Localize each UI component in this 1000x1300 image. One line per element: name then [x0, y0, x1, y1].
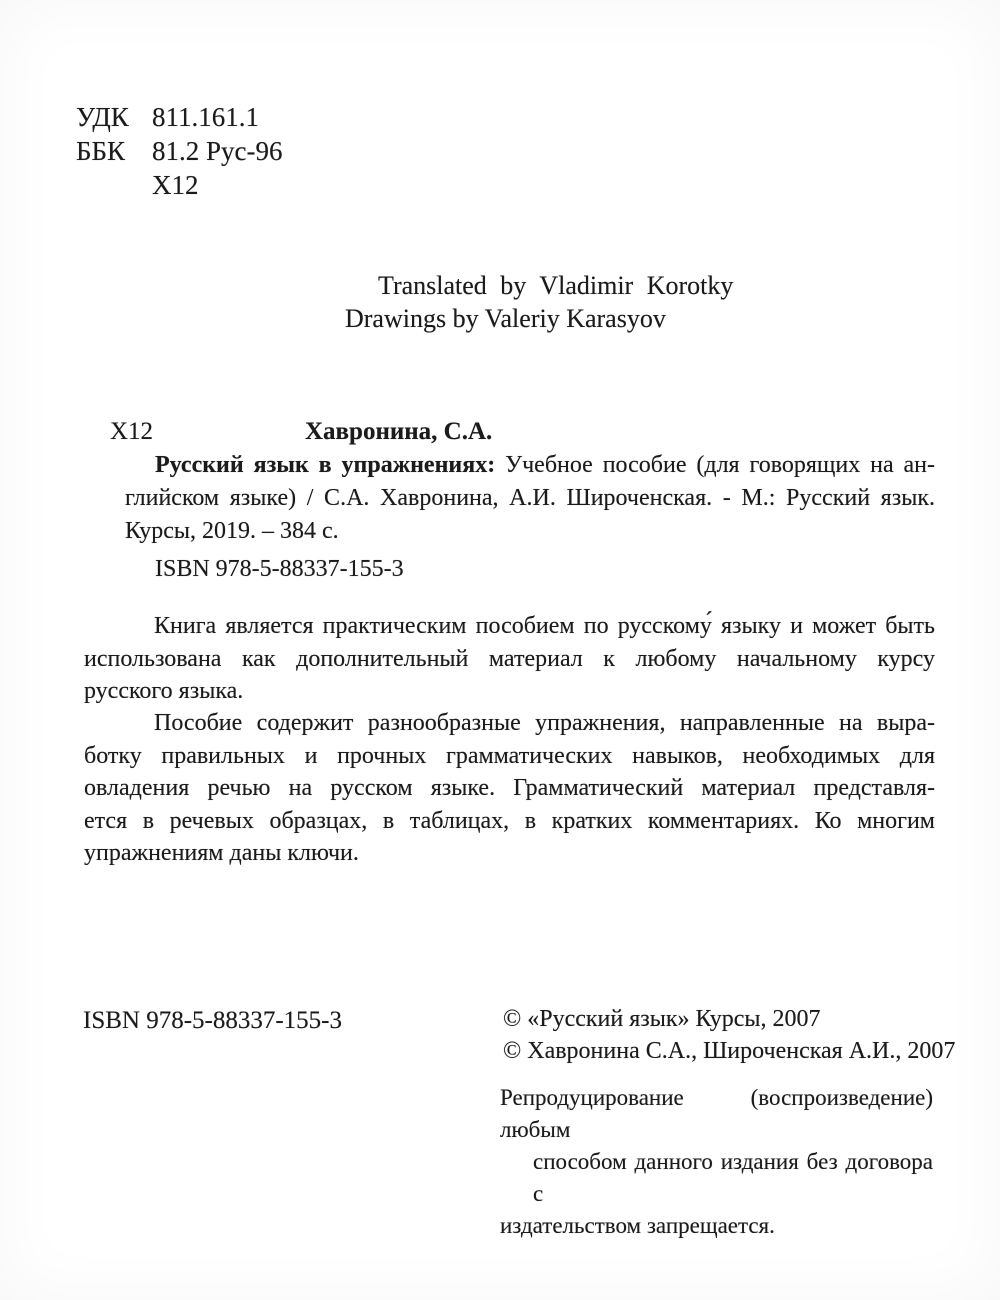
udk-row — [76, 100, 283, 134]
card-description-line-3: Курсы, 2019. – 384 с. — [125, 518, 339, 544]
translator-credit: Translated by Vladimir Korotky — [378, 271, 734, 300]
annotation-p2-line-1: Пособие содержит разнообразные упражнения, направленные на выра- — [154, 710, 935, 736]
annotation-p2-line-4: ется в речевых образцах, в таблицах, в кратких комментариях. Ко многим — [84, 807, 935, 834]
author-sign: Х12 — [152, 170, 199, 200]
reproduction-notice-line-3: издательством запрещается. — [500, 1213, 775, 1238]
annotation-p1-line-1: Книга является практическим пособием по русскому́ языку и может быть — [154, 613, 935, 639]
card-description-line-1 — [125, 449, 935, 482]
bbk-label: ББК — [76, 136, 126, 166]
illustrator-credit: Drawings by Valeriy Karasyov — [345, 304, 666, 333]
annotation-p2-line-3: овладения речью на русском языке. Грамматический материал представля- — [84, 775, 935, 801]
card-description-line-2: глийском языке) / С.А. Хавронина, А.И. Широченская. - М.: Русский язык. — [125, 485, 935, 511]
annotation-p1-line-2: использована как дополнительный материал к любому начальному курсу — [84, 645, 935, 672]
card-description-line-1-rest: Учебное пособие (для говорящих на ан- — [495, 452, 936, 478]
reproduction-notice-line-2: способом данного издания без договора с — [533, 1149, 933, 1206]
annotation-paragraph-1 — [84, 610, 935, 708]
copyright-authors: © Хавронина С.А., Широченская А.И., 2007 — [503, 1038, 956, 1064]
author-sign-row — [76, 168, 283, 202]
annotation-p1-line-3: русского языка. — [84, 678, 244, 704]
annotation-p2-line-5: упражнениям даны ключи. — [84, 840, 359, 866]
author-sign-spacer — [76, 168, 152, 202]
reproduction-notice — [500, 1082, 933, 1242]
bbk-row — [76, 134, 283, 168]
udk-value: 811.161.1 — [152, 102, 259, 132]
copyright-publisher: © «Русский язык» Курсы, 2007 — [503, 1006, 821, 1032]
card-description — [125, 449, 935, 548]
book-title: Русский язык в упражнениях: — [155, 452, 496, 478]
card-author-sign: Х12 — [110, 418, 154, 445]
udk-label: УДК — [76, 102, 129, 132]
annotation-paragraph-2 — [84, 707, 935, 870]
imprint-isbn: ISBN 978-5-88337-155-3 — [83, 1007, 343, 1034]
bbk-value: 81.2 Рус-96 — [152, 136, 283, 166]
catalog-codes-block — [76, 100, 283, 202]
card-isbn: ISBN 978-5-88337-155-3 — [155, 556, 404, 582]
reproduction-notice-line-1: Репродуцирование (воспроизведение) любым — [500, 1085, 933, 1142]
annotation-p2-line-2: ботку правильных и прочных грамматических навыков, необходимых для — [84, 742, 935, 769]
card-author-heading: Хавронина, С.А. — [305, 418, 493, 445]
